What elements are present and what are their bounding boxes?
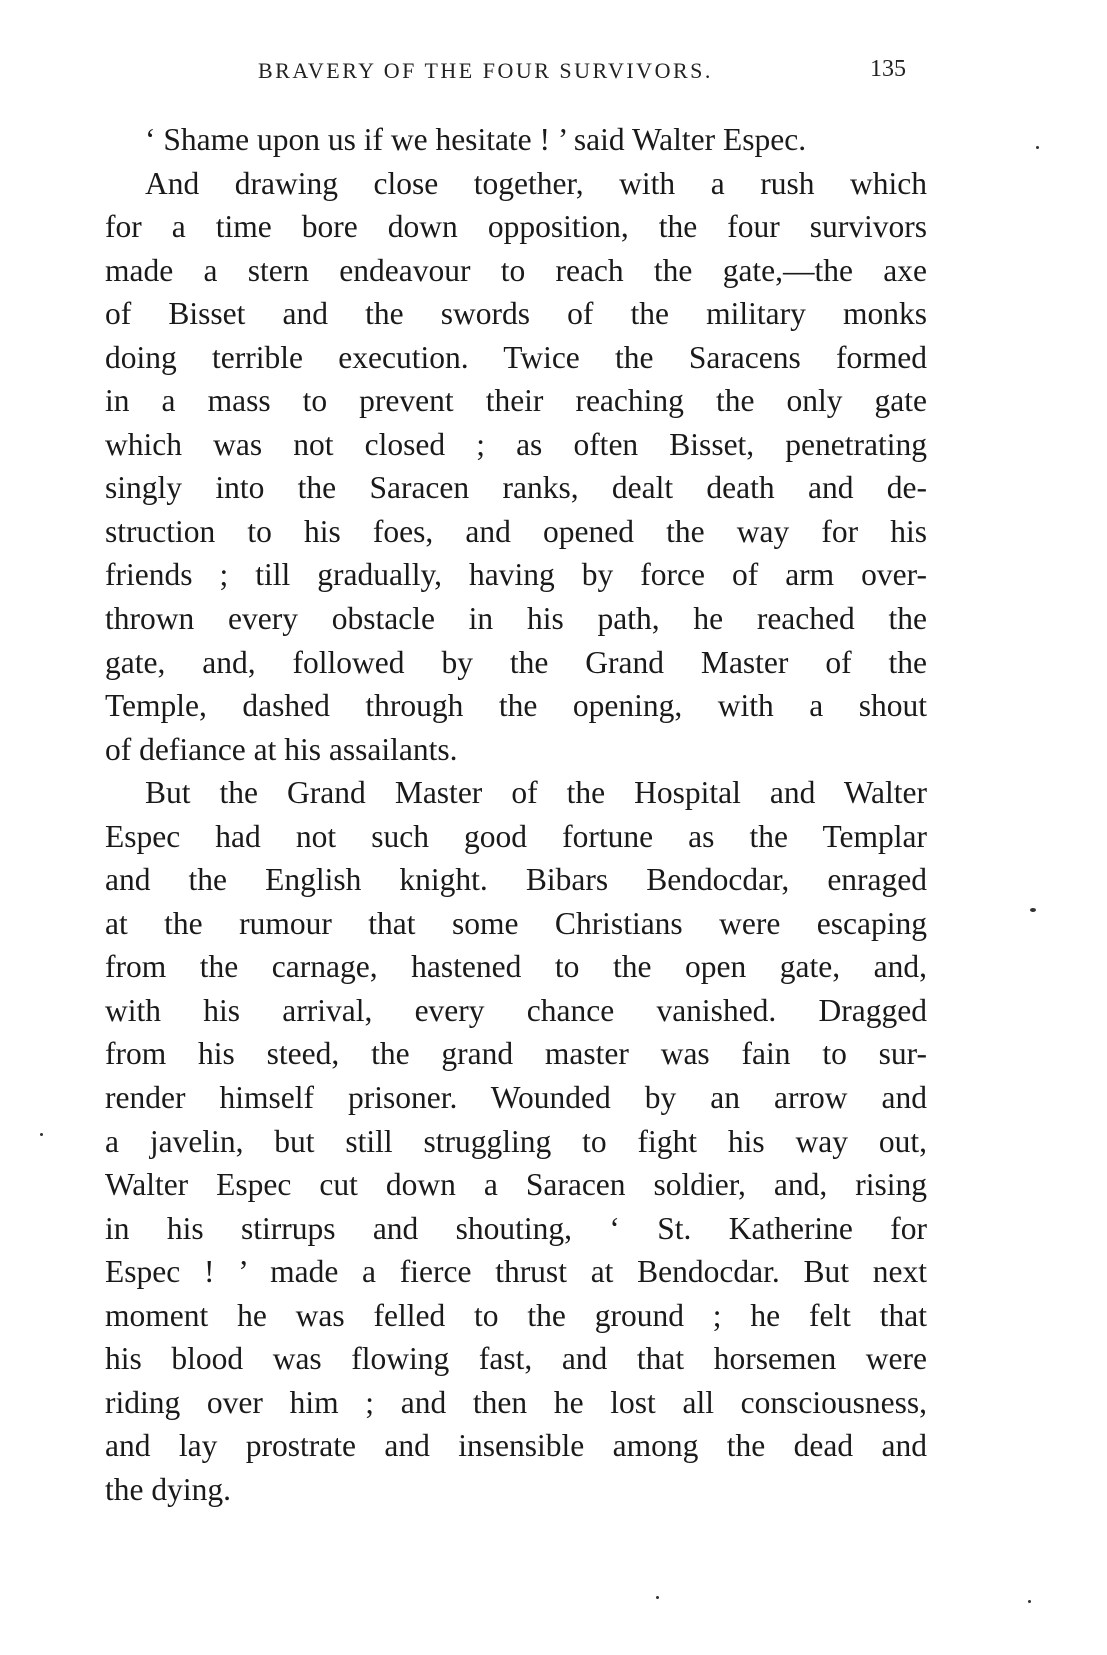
text-line: for a time bore down opposition, the four survivors: [105, 209, 927, 245]
text-line: thrown every obstacle in his path, he reached the: [105, 601, 927, 637]
text-line: ‘ Shame upon us if we hesitate ! ’ said Walter Espec.: [145, 122, 807, 157]
scan-speck: [656, 1596, 659, 1599]
text-line: a javelin, but still struggling to fight his way out,: [105, 1123, 927, 1159]
page-number: 135: [870, 56, 906, 82]
text-line: and lay prostrate and insensible among the dead and: [105, 1428, 927, 1464]
scan-speck: [40, 1133, 43, 1136]
text-line: of Bisset and the swords of the military monks: [105, 296, 927, 332]
text-line: Espec ! ’ made a fierce thrust at Bendocdar. But next: [105, 1254, 927, 1290]
body-text: [105, 118, 927, 1512]
paragraph-1: [105, 118, 927, 162]
text-line: struction to his foes, and opened the way for his: [105, 513, 927, 549]
paragraph-2: [105, 162, 927, 772]
text-line: from the carnage, hastened to the open gate, and,: [105, 949, 927, 985]
text-line: render himself prisoner. Wounded by an arrow and: [105, 1080, 927, 1116]
running-head: [0, 46, 1107, 86]
text-line: Espec had not such good fortune as the Templar: [105, 818, 927, 854]
text-line: singly into the Saracen ranks, dealt death and de-: [105, 470, 927, 506]
text-line: and the English knight. Bibars Bendocdar, enraged: [105, 862, 927, 898]
text-line: in his stirrups and shouting, ‘ St. Katherine for: [105, 1210, 927, 1246]
text-line: in a mass to prevent their reaching the only gate: [105, 383, 927, 419]
text-line: gate, and, followed by the Grand Master of the: [105, 644, 927, 680]
text-line: riding over him ; and then he lost all consciousness,: [105, 1384, 927, 1420]
text-line: from his steed, the grand master was fain to sur-: [105, 1036, 927, 1072]
text-line: moment he was felled to the ground ; he felt that: [105, 1297, 927, 1333]
running-title: BRAVERY OF THE FOUR SURVIVORS.: [258, 58, 713, 83]
scan-speck: [1036, 146, 1039, 149]
text-line: But the Grand Master of the Hospital and Walter: [145, 775, 927, 811]
scan-speck: [1028, 1600, 1031, 1603]
paragraph-3: [105, 771, 927, 1511]
text-line: which was not closed ; as often Bisset, penetrating: [105, 426, 927, 462]
text-line: doing terrible execution. Twice the Saracens formed: [105, 339, 927, 375]
text-line: And drawing close together, with a rush which: [145, 165, 927, 201]
text-line: his blood was flowing fast, and that horsemen were: [105, 1341, 927, 1377]
text-line: the dying.: [105, 1471, 231, 1507]
text-line: with his arrival, every chance vanished. Dragged: [105, 992, 927, 1028]
text-line: friends ; till gradually, having by force of arm over-: [105, 557, 927, 593]
text-line: Temple, dashed through the opening, with a shout: [105, 688, 927, 724]
scan-speck: [1030, 908, 1036, 912]
text-line: Walter Espec cut down a Saracen soldier, and, rising: [105, 1167, 927, 1203]
text-line: of defiance at his assailants.: [105, 731, 458, 767]
text-line: made a stern endeavour to reach the gate,—the axe: [105, 252, 927, 288]
text-line: at the rumour that some Christians were escaping: [105, 905, 927, 941]
